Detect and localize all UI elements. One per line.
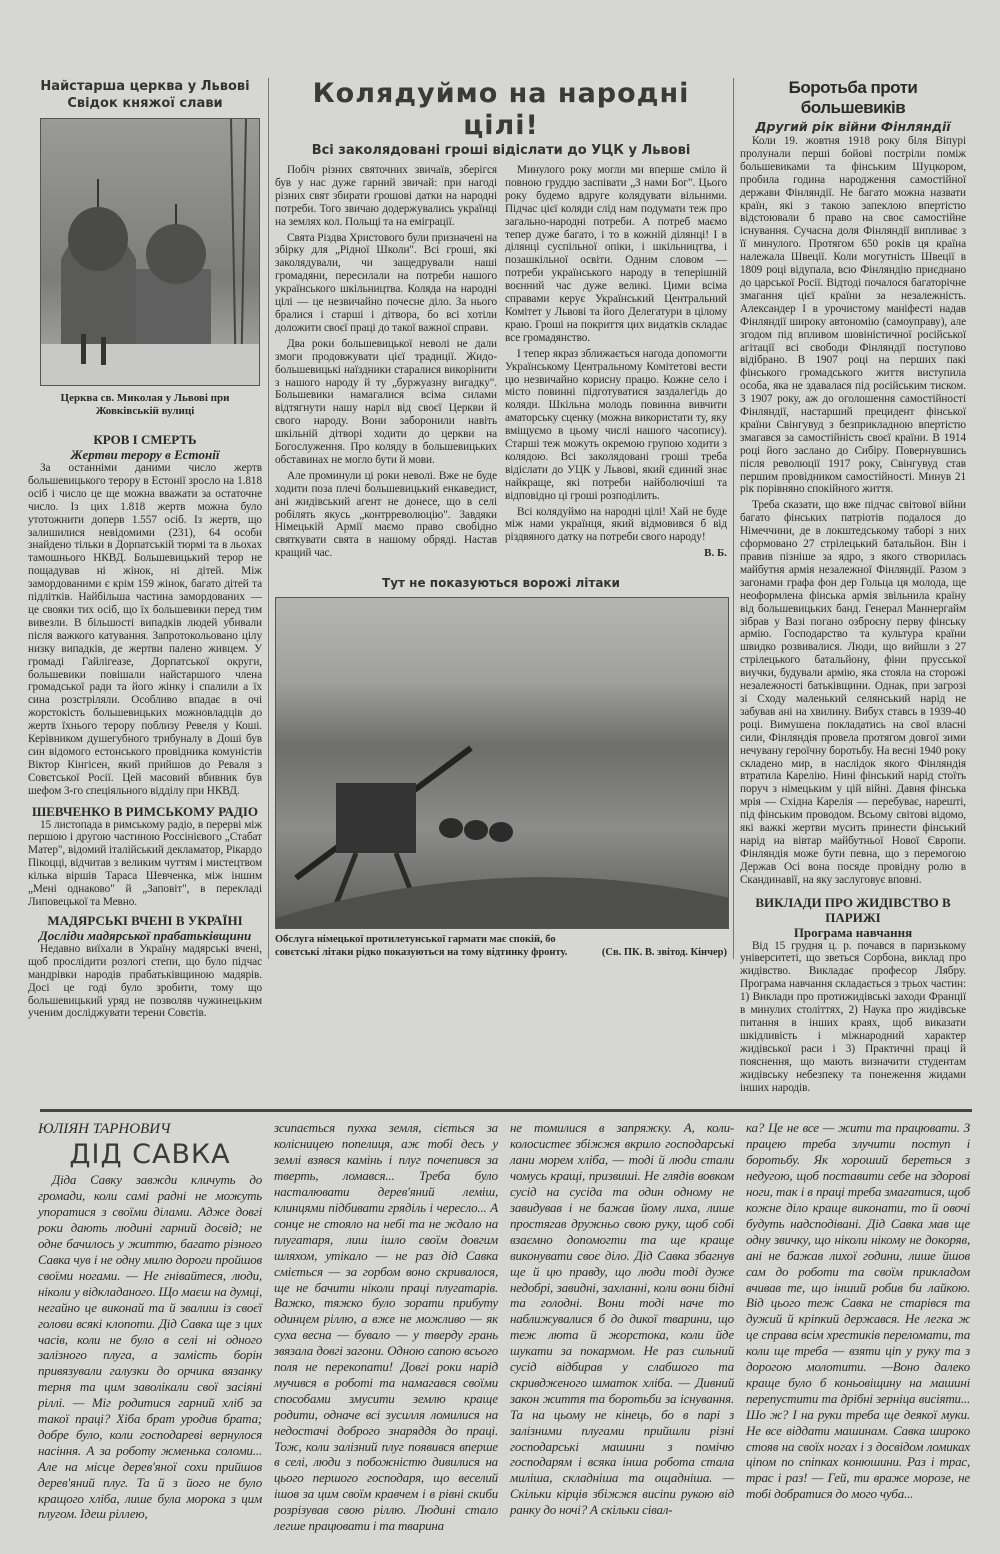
photo-credit: (Св. ПК. В. звітод. Кінчер)	[601, 947, 727, 959]
magyar-title: МАДЯРСЬКІ ВЧЕНІ В УКРАЇНІ	[47, 912, 243, 928]
paragraph: Але проминули ці роки неволі. Вже не буде ходити поза плечі большевицький енкаведист, ані жидівський агент не донесе, що в селі робілять якусь „контрреволюцію". Завдяки Німецькій Армії маємо право свобідно святкувати свята в нашому обряді. Настав кращий час.	[275, 469, 497, 560]
carol-article	[275, 78, 727, 563]
story-column-2	[274, 1120, 498, 1534]
magyar-subtitle: Досліди мадярської прабатьківщини	[38, 927, 252, 943]
paragraph: Свята Різдва Христового були призначені на збірку для „Рідної Школи". Всі гроші, які заколядували, чи защедрували наші громадяни, пересилали на потреби нашого українського шкільництва. Коляда на народні цілі — це незвичайно почесне діло. За нього бралися і старші і дітвора, бо всі хотіли доложити своєї праці до такої важної справи.	[275, 231, 497, 334]
signature: В. Б.	[704, 547, 727, 560]
story-author: ЮЛІЯН ТАРНОВИЧ	[38, 1121, 171, 1138]
paragraph: Треба сказати, що вже підчас світової війни багато фінських патріотів подалося до Німеччини, де в локштедському таборі з них сформовано 27 стрілецький батальйон. Він і правив пізніше за ядро, з якого створилась майбутня армія незалежної Фінляндії. Разом з загонами графа фон дер Гольца ця молода, ще неоформлена фінська армія звільнила країну від большевицьких банд. Генерал Маннергайм зібрав у Вазі погано озброєну перву фінську армію. Господарство та культура країни швидко розвивалися. Люди, що вийшли з 27 стрілецького батальйону, фіни прусської виучки, будували армію, яка стояла на сторожі незалежності батьківщини. Однак, при загрозі зі Сходу маленький селянський нарід не забував ані на хвилину. Вибух ставсь в 1939-40 році. Вимушена покладатись на свої власні сили, Фінляндія провела протягом довгої зими нечувану героїчну боротьбу. На весні 1940 року складено мир, в наслідок якого Фінляндія втратила Карелію. Нині фінський нарід стоїть поруч з німецьким у цій війні. Давня фінська мрія — Східна Карелія — перебуває, нарешті, під фінським проводом. Всьому світові відомо, які важкі жертви мусить принести фінський нарід на вівтар майбутньої Нової Європи. Фінляндія може бути певна, що з перемогою Держав Осі вона посяде провідну ролю в Скандинавії, на яку заслуговує вповні.	[740, 499, 966, 886]
top-section	[28, 78, 972, 1097]
blood-text: За останніми даними число жертв большевицького терору в Естонії зросло на 1.818 осіб і число це ще можна вважати за остаточне число. Із цих 1.818 жертв можна було утотожнити доперв 1.557 осіб. Із жертв, що залишилися невідомими (231), 64 особи знайдено тільки в Дорпатській тюрмі та в льохах тамошнього НКВД. Большевицький терор не пощадував ні жінок, ні дітей. Між замордованими є крім 159 жінок, багато дітей та підлітків. Найбільша частина замордованих — це свояки тих осіб, що їх большевики перед тим вивезли. В більшості випадків людей убивали після важкого катування. Запротокольовано цілу низку випадків, де жертви палено живцем. У громаді Гайлігеазе, Дорпатської округи, большевики повішали найстаршого члена громадської ради та його жінку і спалили а їх сина розстріляли. Особливо впадає в очі жорстокість большевицьких можновладців до жертв їхнього терору поблизу Ревеля у Коші. Керівником душегубного трибуналу в Доші був син відомого естонського провідника комуністів Віктор Кінгісен, який прийшов до Реваля з Совєтської Росії. Цей масовий вбивник був шефом 3-го спеціяльного відділу при НКВД.	[28, 462, 262, 797]
story-article	[28, 1120, 972, 1534]
center-column	[268, 78, 734, 959]
paragraph: Діда Савку завжди кличуть до громади, коли самі радні не можуть упоратися з своїми ділами. Адже довгі роки дають людині гарний досвід; не одне бачилось у життю, багато різного Савка чув і не одну милю дороги пройшов своїми ногами. — Не гнівайтеся, люди, ніколи у відкладаного. Що маєш на думці, негайно це виконай та й звалиш із своєї голови всякі клопоти. Дід Савка ще з цих часів, коли не було в селі ні одного залізного плуга, а замість борін привязували галузки до орчика вязанку терня та цим заволікали свої засіяні ріллі. — Міг родитися гарний хліб за такої праці? Хіба брат уродив брата; добре було, коли господареві вернулося насіння. А за роботу жменька соломи... Але на місце дерев'яної сохи прийшов дерев'яний плуг. Та й з його не було кращого хліба, лише була морока з цим плугом. Ідеш ріллею,	[38, 1172, 262, 1522]
paragraph: не томилися в запряжку. А, коли-колосистеє збіжжя вкрило господарські лани морем хліба, — тоді й люди стали чомусь кращі, призвиші. Не глядів вовком сусід на сусіда та один одному не завидував і не бажав йому лиха, лише простягав дружньо свою руку, щоб собі взаємно допомогти та ще краще виконувати своє діло. Дід Савка збагнув ще й цю правду, що люди тоді дуже недобрі, завидні, захланні, коли вони бідні та голодні. Вони тоді наче то наближувалися б до дикої тварини, що теж люта й жорстока, коли йде шукати за покармом. Не раз сильний сусід відбирав у слабшого та скривдженого шматок хліба. — Дивний закон життя та боротьби за існування. Та на цьому не кінець, бо в парі з залізними плугами прийшли різні господарські машини з помічю господарям і всяка інша робота стала миліша, складніша та ощадніша. — Скільки кірців збіжжя висіпи рукою від ранку до ночі? А скільки сівал-	[510, 1120, 734, 1518]
paragraph: І тепер якраз зближається нагода допомогти Українському Центральному Комітетові вести цю незвичайно корисну працю. Кожне село і місто повинні підготуватися заздалегідь до коляди. Шкільна молодь повинна вивчити аматорську сценку (можна використати ту, яку вміщуємо в цьому числі нашого часопису). Старші теж можуть окремою групою ходити з колядою. Всі заколядовані гроші треба відіслати до УЦК у Львові, який єдиний знає найкраще, які потреби найболючіші та відповідно ці гроші розподілить.	[505, 347, 727, 502]
photo-article	[275, 575, 727, 959]
story-column-4	[746, 1120, 970, 1534]
story-column-3	[510, 1120, 734, 1534]
gun-illustration	[276, 598, 729, 929]
paris-subtitle: Програма навчання	[793, 924, 913, 940]
church-title: Найстарша церква у Львові	[40, 79, 250, 94]
anti-aircraft-gun-photo	[275, 597, 729, 929]
section-rule	[40, 1109, 972, 1112]
paragraph: ка? Це не все — жити та працювати. З працею треба злучити поступ і боротьбу. Як хороший береться з недугою, щоб поставити себе на здорові ноги, так і в праці треба змагатися, щоб кожне діло краще виконати, то й овочі будуть надсподівані. Дід Савка мав ще одну звичку, що ніколи нікому не докоряв, ані не бажав лихої години, лише йшов сам до роботи та своїм прикладом вчивав те, що інший робив би лайкою. Від цього теж Савка не старівся та дужий й кріпкий держався. Не легка ж це справа всім хрестиків переломати, та коли ще треба — взяти ціп у руку та з дорогою молотити. —Воно далеко краще було б коньовіщину на машині перепустити та дрібні зерніца висіяти... Шо ж? І на руки треба ще деякої муки. Не все віддати машинам. Савка широко стояв на своїх ногах і з досвідом ломиках ціпом по спіпках конюшини. Раз і трас, трас і раз! — Гей, ти враже морозе, не тобі добратися до мого чуба...	[746, 1120, 970, 1502]
left-column	[28, 78, 268, 1023]
paragraph: Всі колядуймо на народні цілі! Хай не буде між нами українця, який відмовився б від різдвяного датку на потреби свого народу!	[505, 505, 727, 544]
paris-title: ВИКЛАДИ ПРО ЖИДІВСТВО В ПАРИЖІ	[755, 894, 951, 925]
blood-subtitle: Жертви терору в Естонії	[70, 447, 220, 462]
carol-column-2	[505, 164, 727, 563]
blood-article	[28, 432, 262, 1020]
finland-subtitle: Другий рік війни Фінляндії	[755, 119, 951, 134]
blood-title: КРОВ І СМЕРТЬ	[93, 432, 197, 447]
church-article	[28, 78, 262, 418]
shevchenko-text: 15 листопада в римському радіо, в перерві між першою і другою частиною Россінієвого „Стабат Матер", відомий італійський декламатор, Рікардо Пікоцці, відчитав з великим чуттям і мистецтвом кілька віршів Тараса Шевченка, між іншим „Мені однаково" й „Заповіт", в перекладі Липовецької та Мевно.	[28, 818, 262, 908]
church-illustration	[41, 119, 260, 386]
story-title: ДІД САВКА	[69, 1139, 231, 1171]
finland-article	[734, 78, 966, 1097]
magyar-text: Недавно виїхали в Україну мадярські вчені, щоб прослідити розлогі степи, що було підчас мандрівки народів прабатьківщиною мадярів. Досі це годі було зробити, тому що большевицький уряд не позволяв чужинецьким ученим досліджувати терени Совєтів.	[28, 942, 262, 1020]
church-subtitle: Свідок княжої слави	[67, 96, 223, 111]
shevchenko-title: ШЕВЧЕНКО В РИМСЬКОМУ РАДІО	[31, 803, 259, 819]
story-column-1	[38, 1120, 262, 1534]
paris-text: Від 15 грудня ц. р. почався в паризькому університеті, що зветься Сорбона, виклад про жидівство. Викладає професор Лябру. Програма навчання складається з трьох частин: 1) Виклади про протижидівські заходи Франції в минулих століттях, 2) Наука про жидівське питання в інших краях, щоб виказати шкідливість і міжнародний характер жидівської раси і 3) Практичні праці й пояснення, що мають визначити студентам жидівську небезпеку та понеження жидами інших народів.	[740, 939, 966, 1094]
paragraph: Минулого року могли ми вперше сміло й повною груддю заспівати „З нами Бог". Цього року будемо вдруге колядувати вільними. Підчас цієї коляди слід нам подумати теж про загально-народні потреби. А потреб маємо тепер дуже багато, і то в кожній ділянці! І в ділянці суспільної опіки, і шкільництва, і позашкільної освіти. Одним словом — потреби українського народу в теперішній воєнний час дуже великі. Цими всіма справами керує Український Центральний Комітет у Львові та його Делегатури в цілому краю. Гроші на покриття цих видатків складає все громадянство.	[505, 164, 727, 344]
paragraph: Два роки большевицької неволі не дали змоги продовжувати цієї традиції. Жидо-большевицькі наїздники старалися викорінити з нашого народу й ту „буржуазну вигадку". Большевики намагалися всіма силами відтягнути нашу наріл від своєї Церкви й свого народу. Вони заборонили навіть шкільній дітворі ходити до церкви на Богослуження. Про коляду в большевицьких обставинах не могло бути й мови.	[275, 337, 497, 466]
finland-title: Боротьба проти большевиків	[788, 78, 918, 117]
carol-subtitle: Всі заколядовані гроші відіслати до УЦК у Львові	[311, 143, 691, 158]
paragraph: Побіч різних святочних звичаїв, зберігся був у нас дуже гарний звичай: при нагоді різних свят збирати грошові датки на народні потреби. Того звичаю додержувались українці на землях кол. Польщі та на еміграції.	[275, 164, 497, 228]
paragraph: зсипається пухка земля, сіється за колісницею попелиця, аж тобі десь у землі взявся камінь і плуг почепився за тверть, ломався... Треба було насталювати дерев'яний леміш, клинцями підбивати гряділь і чересло... А сонце не стояло на небі та не ждало на плугатаря, лиш ішло своїм довгим шляхом, утікало — не раз дід Савка сміється — за горбом воно скривалося, ще не бачити ніколи праці плугатарів. Важко, тяжко було зорати прибуту одинцем ріллю, а вже не можливо — як суха весна — бувало — у тверду грань звязала довгі загони. Одною сапою всього поля не перекопати! Довгі роки нарід мучився в роботі та намагався своїми способами змусити землю краще родити, одначе всі зусилля ломилися на недостачі доброго знаряддя до праці. Тож, коли залізний плуг появився вперше в селі, люди з побожністю дивилися на цього першого господаря, що веселий ішов за цим своїм кравчем і в рівні скиби розрізував свою ріллю. Людині стало легше працювати і та тварина	[274, 1120, 498, 1534]
church-photo	[40, 118, 260, 386]
paragraph: Коли 19. жовтня 1918 року біля Віпурі пролунали перші бойові постріли поміж большевиками та фінським Шуцкором, пробила година народження самостійної держави Фінляндії. Не багато можна назвати країн, які з такою запеклою впертістю відстоювали б право на своє самостійне існування. Сучасна доля Фінляндії випливає з її минулого. Протягом 650 років ця країна належала Швеції. Коли могутність Швеції в 1809 році відупала, всю Фінляндію приєднано до царської Росії. Відтоді почалося багаторічне змагання цієї країни за незалежність. Александер І в урочистому маніфесті надав Фінляндії широку автономію (самоуправу), але згодом під впливом шовіністичної російської агітації всі свободи Фінляндії поступово відібрано. В 1907 році на перших пакі фінського громадського життя виступила особа, яка не здавалася під російським тиском. З 1907 року, аж до оголошення самостійності Фінляндії, настарший прецидент фінської країни Свінгувуд з безприкладною впертістю змагався за самостійність своєї країни. В 1914 році його заслано до Сибіру. Повернувшись після революції 1917 року, Свінгувуд став першим провідником самостійності. Минув 21 рік порівняно спокійного життя.	[740, 135, 966, 496]
photo-caption: Обслуга німецької протилетунської гармати має спокій, бо совєтські літаки рідко показуються на тому відтинку фронту.	[275, 934, 568, 959]
church-caption: Церква св. Миколая у Львові при Жовківській вулиці	[60, 392, 230, 417]
carol-column-1	[275, 164, 497, 563]
carol-title: Колядуймо на народні цілі!	[312, 78, 690, 141]
photo-title: Тут не показуються ворожі літаки	[382, 576, 620, 591]
